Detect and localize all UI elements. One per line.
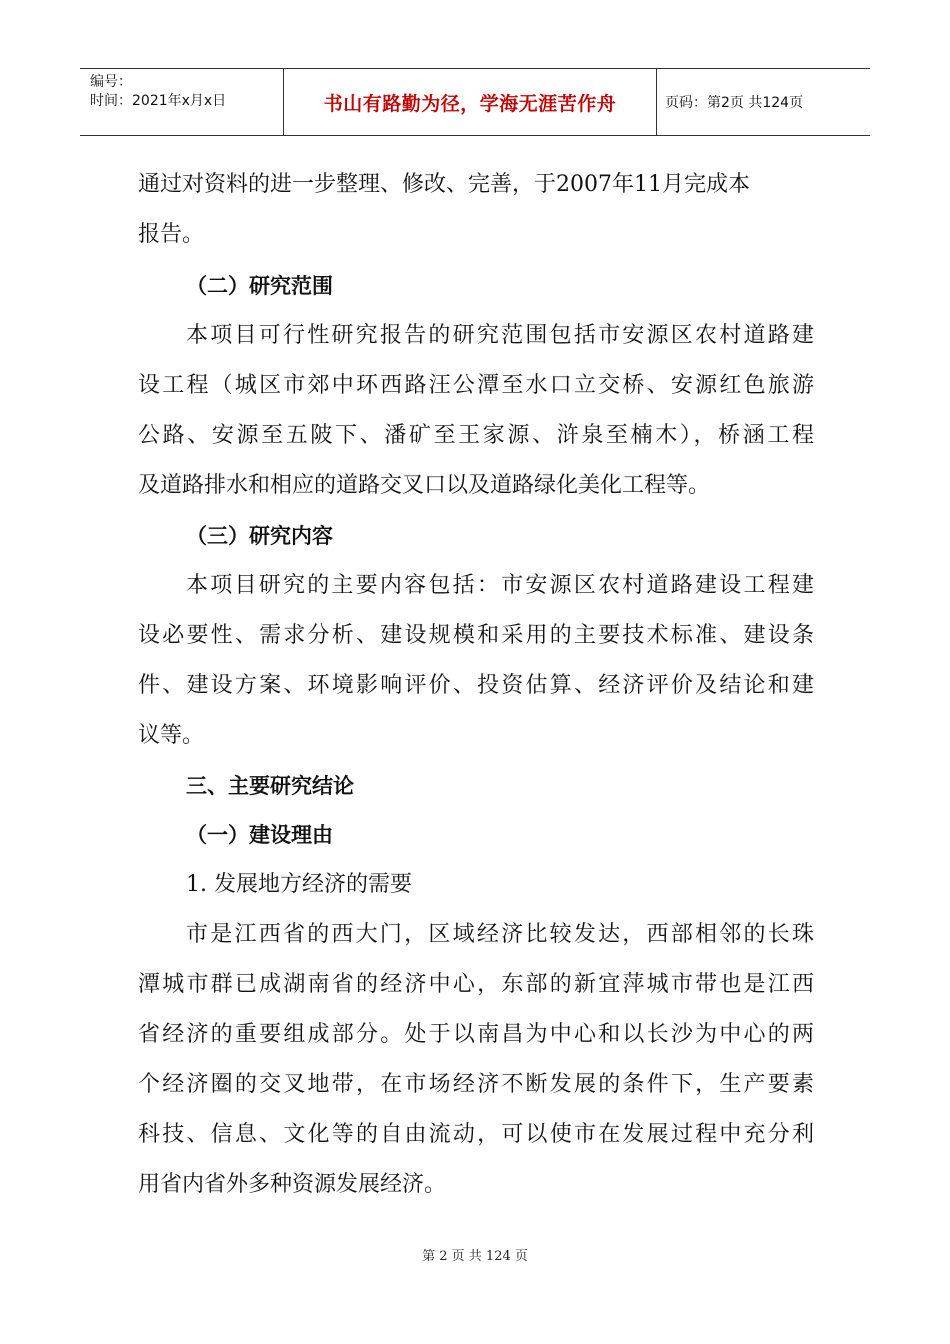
body-paragraph-line: 件、建设方案、环境影响评价、投资估算、经济评价及结论和建 [138, 673, 814, 698]
body-paragraph-line: 本项目研究的主要内容包括：市安源区农村道路建设工程建 [186, 573, 814, 598]
page-header [80, 68, 870, 136]
subsection-title: 1. 发展地方经济的需要 [186, 872, 412, 897]
body-paragraph-line: 公路、安源至五陂下、潘矿至王家源、浒泉至楠木），桥涵工程 [138, 423, 814, 448]
header-meta [80, 69, 283, 135]
section-heading: （一）建设理由 [186, 823, 333, 847]
body-paragraph-line: 省经济的重要组成部分。处于以南昌为中心和以长沙为中心的两 [138, 1022, 814, 1047]
body-paragraph-line: 个经济圈的交叉地带，在市场经济不断发展的条件下，生产要素 [138, 1072, 814, 1097]
section-heading: （二）研究范围 [186, 274, 333, 298]
body-paragraph-line: 报告。 [138, 222, 205, 247]
document-number-label: 编号： [90, 74, 132, 90]
body-paragraph-line: 潭城市群已成湖南省的经济中心，东部的新宜萍城市带也是江西 [138, 972, 814, 997]
body-paragraph-line: 通过对资料的进一步整理、修改、完善，于2007年11月完成本 [138, 172, 750, 197]
body-paragraph-line: 科技、信息、文化等的自由流动，可以使市在发展过程中充分利 [138, 1122, 814, 1147]
page-footer: 第 2 页 共 124 页 [422, 1249, 528, 1264]
body-paragraph-line: 本项目可行性研究报告的研究范围包括市安源区农村道路建 [186, 323, 814, 348]
body-paragraph-line: 议等。 [138, 723, 205, 748]
header-page-info: 页码：第2页 共124页 [665, 95, 804, 111]
chapter-heading: 三、主要研究结论 [186, 774, 354, 798]
header-motto: 书山有路勤为径，学海无涯苦作舟 [283, 69, 657, 135]
body-paragraph-line: 设必要性、需求分析、建设规模和采用的主要技术标准、建设条 [138, 623, 814, 648]
section-heading: （三）研究内容 [186, 524, 333, 548]
body-paragraph-line: 市是江西省的西大门，区域经济比较发达，西部相邻的长珠 [186, 922, 814, 947]
document-date-label: 时间：2021年x月x日 [90, 93, 227, 109]
body-paragraph-line: 及道路排水和相应的道路交叉口以及道路绿化美化工程等。 [138, 473, 711, 498]
body-paragraph-line: 设工程（城区市郊中环西路汪公潭至水口立交桥、安源红色旅游 [138, 373, 814, 398]
body-paragraph-line: 用省内省外多种资源发展经济。 [138, 1172, 447, 1197]
